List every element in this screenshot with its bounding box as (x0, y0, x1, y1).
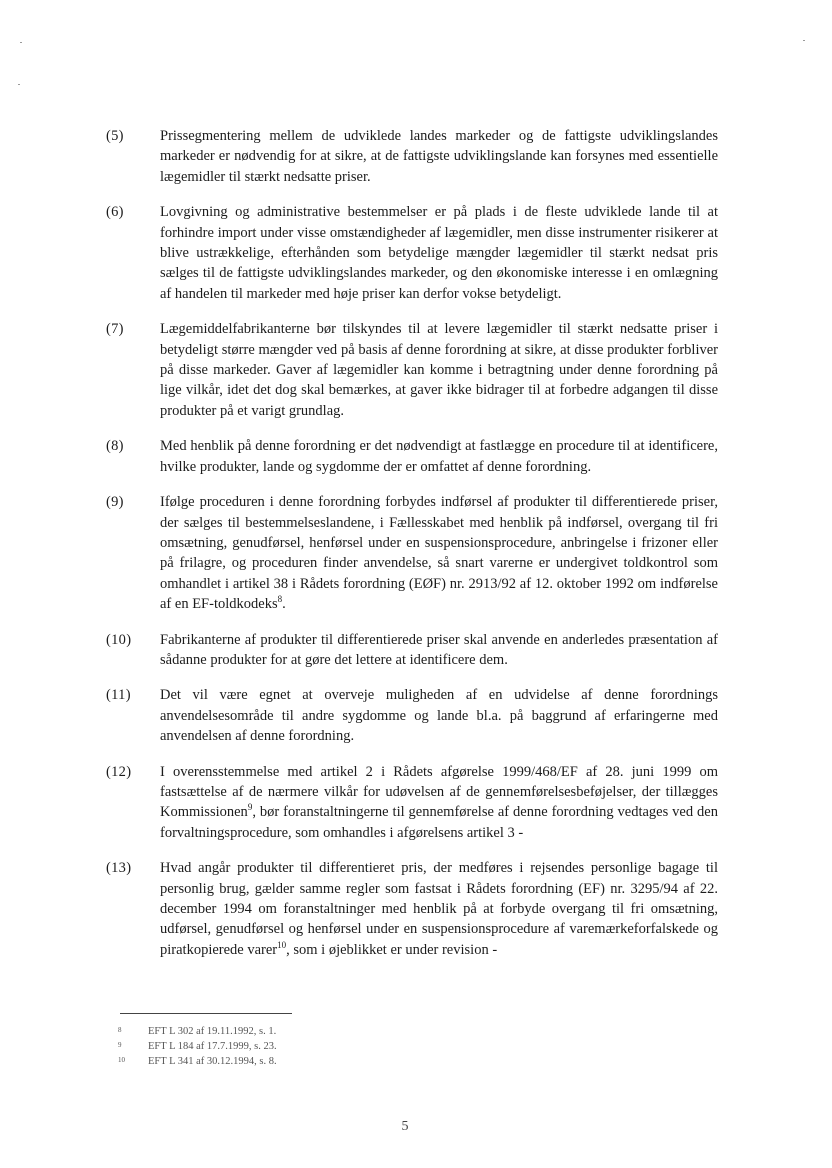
recital-number: (9) (106, 494, 124, 511)
recital-text: Fabrikanterne af produkter til differentierede priser skal anvende en anderledes præsentation af sådanne produkter for at gøre det lettere at identificere dem. (160, 631, 718, 668)
recital-number: (13) (106, 860, 132, 877)
footnote (118, 1024, 418, 1039)
footnote-number: 9 (118, 1041, 122, 1049)
recital-item (106, 685, 718, 746)
recital-item (106, 202, 718, 304)
footnotes (118, 1024, 418, 1069)
footnote-number: 10 (118, 1056, 125, 1064)
recital-item (106, 492, 718, 614)
footnote-text: EFT L 341 af 30.12.1994, s. 8. (148, 1056, 277, 1067)
footnote-text: EFT L 302 af 19.11.1992, s. 1. (148, 1026, 277, 1037)
recital-text: Lægemiddelfabrikanterne bør tilskyndes til at levere lægemidler til stærkt nedsatte priser i betydeligt større mængder ved på basis af denne forordning at sikre, at disse produkter forbliver på disse markeder. Gaver af lægemidler kan komme i betragtning under denne forordning på lige vilkår, idet det dog skal bemærkes, at gaver ikke bidrager til at forbedre adgangen til disse produkter på et varigt grundlag. (160, 321, 718, 419)
recital-number: (6) (106, 204, 124, 221)
recital-item (106, 126, 718, 187)
recital-text: Det vil være egnet at overveje muligheden af en udvidelse af denne forordnings anvendelsesområde til andre sygdomme og lande bl.a. på baggrund af erfaringerne med anvendelsen af denne forordning. (160, 687, 718, 745)
scan-speck (803, 40, 805, 41)
recital-text: Ifølge proceduren i denne forordning forbydes indførsel af produkter til differentierede priser, der sælges til bestemmelseslandene, i Fællesskabet med henblik på indførsel, overgang til fri omsætning, genudførsel, henførsel under en suspensionsprocedure, anbringelse i frizoner eller på frilagre, og proceduren finder anvendelse, så snart varerne er undergivet toldkontrol som omhandlet i artikel 38 i Rådets forordning (EØF) nr. 2913/92 af 12. oktober 1992 om indførelse af en EF-toldkodeks$^8$. (160, 494, 718, 613)
scan-speck (18, 84, 20, 85)
footnote (118, 1054, 418, 1069)
footnote (118, 1039, 418, 1054)
recital-item (106, 436, 718, 477)
recital-number: (8) (106, 438, 124, 455)
recital-text: Hvad angår produkter til differentieret pris, der medføres i rejsendes personlige bagage til personlig brug, gælder samme regler som fastsat i Rådets forordning (EF) nr. 3295/94 af 22. december 1994 om foranstaltninger med henblik på at forbyde overgang til fri omsætning, udførsel, genudførsel og henførsel under en suspensionsprocedure af varemærkeforfalskede og piratkopierede varer$^{10}$, som i øjeblikket er under revision - (160, 860, 718, 958)
footnote-reference: 9 (247, 802, 253, 813)
footnote-separator (120, 1013, 292, 1014)
recital-text: I overensstemmelse med artikel 2 i Rådets afgørelse 1999/468/EF af 28. juni 1999 om fastsættelse af de nærmere vilkår for udøvelsen af de gennemførelsesbeføjelser, der tillægges Kommissionen$^9$, bør foranstaltningerne til gennemførelse af denne forordning vedtages ved den forvaltningsprocedure, som omhandles i afgørelsens artikel 3 - (160, 763, 718, 841)
recital-number: (5) (106, 128, 124, 144)
recital-text: Lovgivning og administrative bestemmelser er på plads i de fleste udviklede lande til at forhindre import under visse omstændigheder af lægemidler, men disse instrumenter risikerer at blive ustrækkelige, efterhånden som betydelige mængder lægemidler til stærkt nedsat pris sælges til de fattigste udviklingslandes markeder, og den økonomiske interesse i en omlægning af handelen til markeder med høje priser kan derfor vokse betydeligt. (160, 204, 718, 302)
recitals-list (106, 126, 718, 975)
recital-number: (10) (106, 631, 132, 648)
page-number: 5 (401, 1119, 409, 1134)
scan-speck (20, 42, 22, 43)
recital-item (106, 630, 718, 671)
recital-number: (7) (106, 321, 124, 338)
recital-number: (11) (106, 687, 131, 704)
footnote-number: 8 (118, 1026, 122, 1034)
recital-item (106, 762, 718, 844)
recital-item (106, 319, 718, 421)
footnote-reference: 8 (277, 594, 283, 605)
recital-text: Prissegmentering mellem de udviklede landes markeder og de fattigste udviklingslandes markeder er nødvendig for at sikre, at de fattigste udviklingslande kan forsynes med essentielle lægemidler til stærkt nedsatte priser. (160, 128, 718, 185)
footnote-text: EFT L 184 af 17.7.1999, s. 23. (148, 1041, 277, 1052)
footnote-reference: 10 (277, 939, 287, 950)
recital-text: Med henblik på denne forordning er det nødvendigt at fastlægge en procedure til at identificere, hvilke produkter, lande og sygdomme der er omfattet af denne forordning. (160, 438, 718, 475)
recital-item (106, 858, 718, 960)
recital-number: (12) (106, 763, 132, 780)
